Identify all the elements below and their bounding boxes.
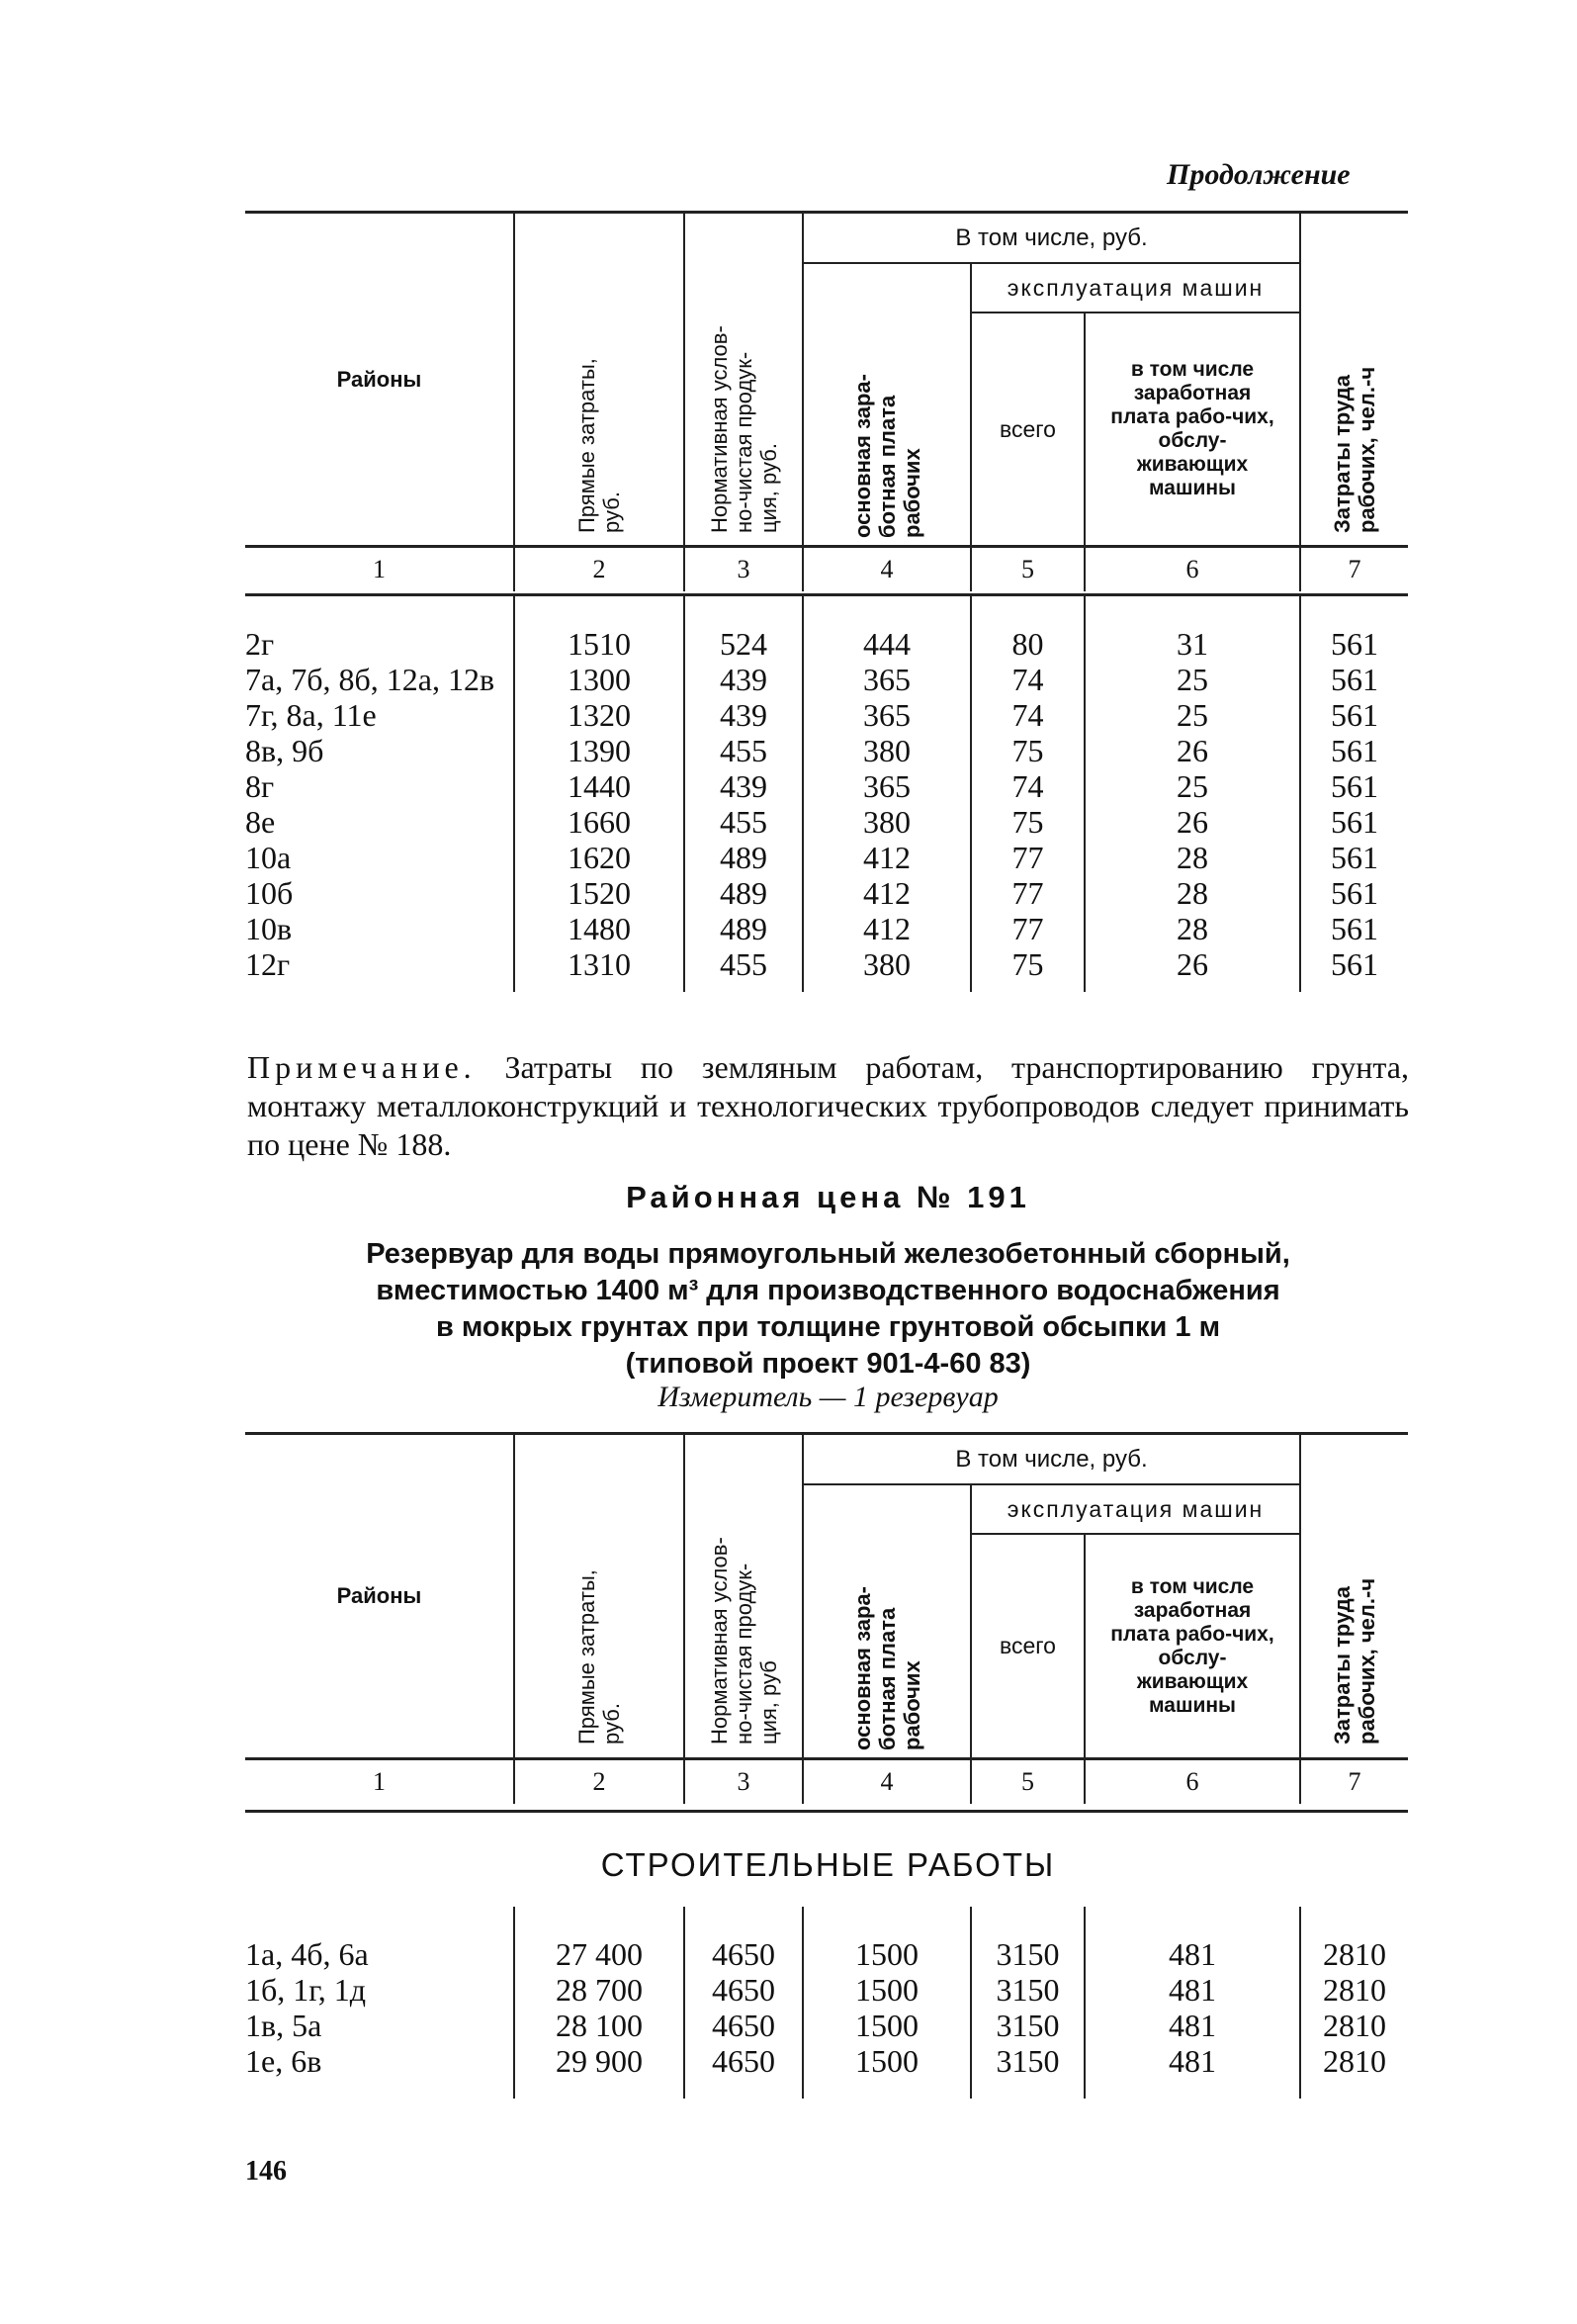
table2-cell-c3: 4650 [684, 2043, 803, 2099]
table1-cell-c4: 412 [803, 875, 971, 911]
table2-col-normative: Нормативная услов- но-чистая продук- ция, руб [684, 1435, 803, 1757]
table1-row [245, 946, 1408, 992]
table1-num-5: 5 [971, 548, 1085, 591]
table1-cell-c4: 365 [803, 768, 971, 804]
title-line: Резервуар для воды прямоугольный железобетонный сборный, [366, 1238, 1290, 1270]
table2-cell-region: 1а, 4б, 6а [245, 1936, 369, 1972]
table1-cell-region: 8г [245, 768, 275, 804]
table2-cell-c3: 4650 [684, 1972, 803, 2008]
measure-unit: Измеритель — 1 резервуар [657, 1381, 999, 1413]
table1-cell-c7: 561 [1300, 733, 1408, 768]
table1-cell-c2: 1480 [514, 911, 684, 946]
page-number: 146 [245, 2156, 287, 2187]
table1-num-3: 3 [684, 548, 803, 591]
price-label: Районная цена [626, 1180, 905, 1214]
table1-cell-c5: 74 [971, 768, 1085, 804]
table2-cell-c7: 2810 [1300, 2043, 1408, 2099]
table1-cell-c2: 1620 [514, 840, 684, 875]
table1-cell-c7: 561 [1300, 840, 1408, 875]
table1-cell-c3: 489 [684, 840, 803, 875]
table2-col-including: В том числе, руб. [803, 1435, 1300, 1484]
table1-cell-c3: 439 [684, 662, 803, 697]
table1-cell-c5: 75 [971, 804, 1085, 840]
table1-col-total: всего [971, 313, 1085, 545]
table2-col-incl-wage: в том числе заработная плата рабо-чих, обслу-живающих машины [1085, 1534, 1300, 1757]
table2-cell-c5: 3150 [971, 1972, 1085, 2008]
note-text: Затраты по земляным работам, транспортированию грунта, монтажу металлоконструкций и технологических трубопроводов следует принимать по цене № 188. [247, 1049, 1409, 1162]
table1-cell-c5: 80 [971, 596, 1085, 662]
table1-num-2: 2 [514, 548, 684, 591]
table1-cell-c7: 561 [1300, 875, 1408, 911]
table1-num-4: 4 [803, 548, 971, 591]
table1-cell-c3: 455 [684, 946, 803, 992]
table1-cell-region: 7г, 8а, 11е [245, 697, 377, 733]
price-heading [247, 1180, 1409, 1215]
table2-col-labor: Затраты труда рабочих, чел.-ч [1300, 1435, 1408, 1757]
table1-cell-c7: 561 [1300, 804, 1408, 840]
table1-cell-c2: 1320 [514, 697, 684, 733]
table2-col-direct: Прямые затраты, руб. [514, 1435, 684, 1757]
table2-cell-c5: 3150 [971, 1907, 1085, 1972]
table1-cell-c7: 561 [1300, 697, 1408, 733]
table1-cell-c4: 412 [803, 911, 971, 946]
table1-num-6: 6 [1085, 548, 1300, 591]
table1-cell-c6: 25 [1085, 768, 1300, 804]
table2-cell-c2: 27 400 [514, 1907, 684, 1972]
table1-cell-region: 8е [245, 804, 276, 840]
table1-numbers [245, 548, 1408, 591]
table1-cell-c2: 1440 [514, 768, 684, 804]
table1-cell-c5: 74 [971, 697, 1085, 733]
table1-col-including: В том числе, руб. [803, 214, 1300, 263]
note-paragraph [247, 1048, 1409, 1164]
table1-cell-region: 10в [245, 911, 293, 946]
table1-col-wage: основная зара- ботная плата рабочих [803, 263, 971, 545]
table2-cell-c4: 1500 [803, 1972, 971, 2008]
table1-cell-c2: 1390 [514, 733, 684, 768]
table1-row [245, 911, 1408, 946]
table1-cell-c5: 77 [971, 875, 1085, 911]
table2-cell-c6: 481 [1085, 1972, 1300, 2008]
table2-body [245, 1907, 1408, 2099]
table1-cell-c6: 25 [1085, 662, 1300, 697]
table1-cell-c3: 439 [684, 697, 803, 733]
table1-row [245, 804, 1408, 840]
table1-cell-c5: 74 [971, 662, 1085, 697]
table1-cell-c5: 77 [971, 840, 1085, 875]
table1-row [245, 596, 1408, 662]
table2-col-machine: эксплуатация машин [971, 1484, 1300, 1534]
table1-cell-c4: 412 [803, 840, 971, 875]
table2-cell-c7: 2810 [1300, 1972, 1408, 2008]
table2-cell-region: 1б, 1г, 1д [245, 1972, 367, 2008]
table1-col-normative: Нормативная услов- но-чистая продук- ция, руб. [684, 214, 803, 545]
table1-cell-c7: 561 [1300, 662, 1408, 697]
table2-col-region: Районы [336, 1583, 422, 1608]
table1-row [245, 733, 1408, 768]
table1-col-incl-wage: в том числе заработная плата рабо-чих, обслу-живающих машины [1085, 313, 1300, 545]
table1-cell-c6: 28 [1085, 875, 1300, 911]
table1-cell-c3: 489 [684, 875, 803, 911]
table1-cell-c7: 561 [1300, 596, 1408, 662]
table1-cell-c3: 455 [684, 733, 803, 768]
table2-cell-c2: 29 900 [514, 2043, 684, 2099]
table1-row [245, 768, 1408, 804]
title-line: вместимостью 1400 м³ для производственного водоснабжения [376, 1275, 1280, 1306]
table1-cell-c7: 561 [1300, 768, 1408, 804]
table1-cell-c2: 1310 [514, 946, 684, 992]
table1-row [245, 697, 1408, 733]
table2-cell-c2: 28 700 [514, 1972, 684, 2008]
table1-cell-c3: 439 [684, 768, 803, 804]
table2-row [245, 2008, 1408, 2043]
table1-cell-c2: 1520 [514, 875, 684, 911]
table1-row [245, 840, 1408, 875]
table1-cell-c5: 75 [971, 946, 1085, 992]
resource-title [247, 1236, 1409, 1383]
table1-cell-region: 8в, 9б [245, 733, 324, 768]
table2-cell-c6: 481 [1085, 2008, 1300, 2043]
table1-cell-c7: 561 [1300, 946, 1408, 992]
table2-body-rule [245, 1810, 1408, 1813]
table1-cell-c6: 31 [1085, 596, 1300, 662]
table1-col-region: Районы [336, 366, 422, 392]
table2-numbers [245, 1760, 1408, 1804]
table2-cell-region: 1в, 5а [245, 2008, 322, 2043]
table1-cell-c4: 365 [803, 697, 971, 733]
table2-col-wage: основная зара- ботная плата рабочих [803, 1484, 971, 1757]
continuation-label: Продолжение [1167, 158, 1351, 191]
table1-cell-c2: 1660 [514, 804, 684, 840]
table2-row [245, 2043, 1408, 2099]
table1-cell-c5: 77 [971, 911, 1085, 946]
table1-cell-c5: 75 [971, 733, 1085, 768]
table1-cell-c4: 380 [803, 733, 971, 768]
table1-cell-region: 7а, 7б, 8б, 12а, 12в [245, 662, 495, 697]
title-line: в мокрых грунтах при толщине грунтовой обсыпки 1 м [435, 1311, 1221, 1343]
table1-cell-c6: 28 [1085, 911, 1300, 946]
table2-row [245, 1907, 1408, 1972]
table2-num-2: 2 [514, 1760, 684, 1804]
table2-col-total: всего [971, 1534, 1085, 1757]
table2-cell-c7: 2810 [1300, 1907, 1408, 1972]
table1-body [245, 596, 1408, 992]
table1-cell-c4: 380 [803, 804, 971, 840]
table2-num-5: 5 [971, 1760, 1085, 1804]
table1-cell-region: 10а [245, 840, 292, 875]
table2-num-6: 6 [1085, 1760, 1300, 1804]
table2-cell-c4: 1500 [803, 2043, 971, 2099]
table1-num-1: 1 [373, 555, 386, 583]
table1-cell-c3: 489 [684, 911, 803, 946]
table1-cell-c2: 1510 [514, 596, 684, 662]
table1-cell-c4: 365 [803, 662, 971, 697]
table2-header [245, 1435, 1408, 1757]
table1-col-machine: эксплуатация машин [971, 263, 1300, 313]
table2-cell-c4: 1500 [803, 1907, 971, 1972]
table2-num-1: 1 [373, 1767, 386, 1796]
table2-num-3: 3 [684, 1760, 803, 1804]
table2-cell-c6: 481 [1085, 1907, 1300, 1972]
table2-num-7: 7 [1300, 1760, 1408, 1804]
table1-cell-c6: 26 [1085, 804, 1300, 840]
table2-cell-c5: 3150 [971, 2008, 1085, 2043]
table1-row [245, 875, 1408, 911]
section-title: СТРОИТЕЛЬНЫЕ РАБОТЫ [600, 1846, 1056, 1883]
table1-cell-c6: 28 [1085, 840, 1300, 875]
price-number: № 191 [916, 1180, 1030, 1214]
table1-cell-c2: 1300 [514, 662, 684, 697]
table1-cell-region: 2г [245, 626, 275, 662]
table2-cell-c4: 1500 [803, 2008, 971, 2043]
table1-header [245, 214, 1408, 545]
table2-cell-c7: 2810 [1300, 2008, 1408, 2043]
table1-cell-c6: 25 [1085, 697, 1300, 733]
table2-cell-c6: 481 [1085, 2043, 1300, 2099]
table1-cell-region: 12г [245, 946, 291, 982]
table1-cell-c3: 455 [684, 804, 803, 840]
table2-num-4: 4 [803, 1760, 971, 1804]
table1-cell-c7: 561 [1300, 911, 1408, 946]
table2-row [245, 1972, 1408, 2008]
table1-col-direct: Прямые затраты, руб. [514, 214, 684, 545]
table1-num-7: 7 [1300, 548, 1408, 591]
table1-cell-c6: 26 [1085, 733, 1300, 768]
table1-col-labor: Затраты труда рабочих, чел.-ч [1300, 214, 1408, 545]
table1-row [245, 662, 1408, 697]
table1-cell-c4: 380 [803, 946, 971, 992]
table2-cell-c3: 4650 [684, 2008, 803, 2043]
table1-cell-region: 10б [245, 875, 294, 911]
table2-cell-c2: 28 100 [514, 2008, 684, 2043]
table2-cell-region: 1е, 6в [245, 2043, 322, 2079]
table1-cell-c4: 444 [803, 596, 971, 662]
table1-cell-c6: 26 [1085, 946, 1300, 992]
table1-cell-c3: 524 [684, 596, 803, 662]
title-line: (типовой проект 901-4-60 83) [625, 1348, 1031, 1380]
table2-cell-c5: 3150 [971, 2043, 1085, 2099]
note-label: Примечание. [247, 1049, 477, 1085]
table2-cell-c3: 4650 [684, 1907, 803, 1972]
